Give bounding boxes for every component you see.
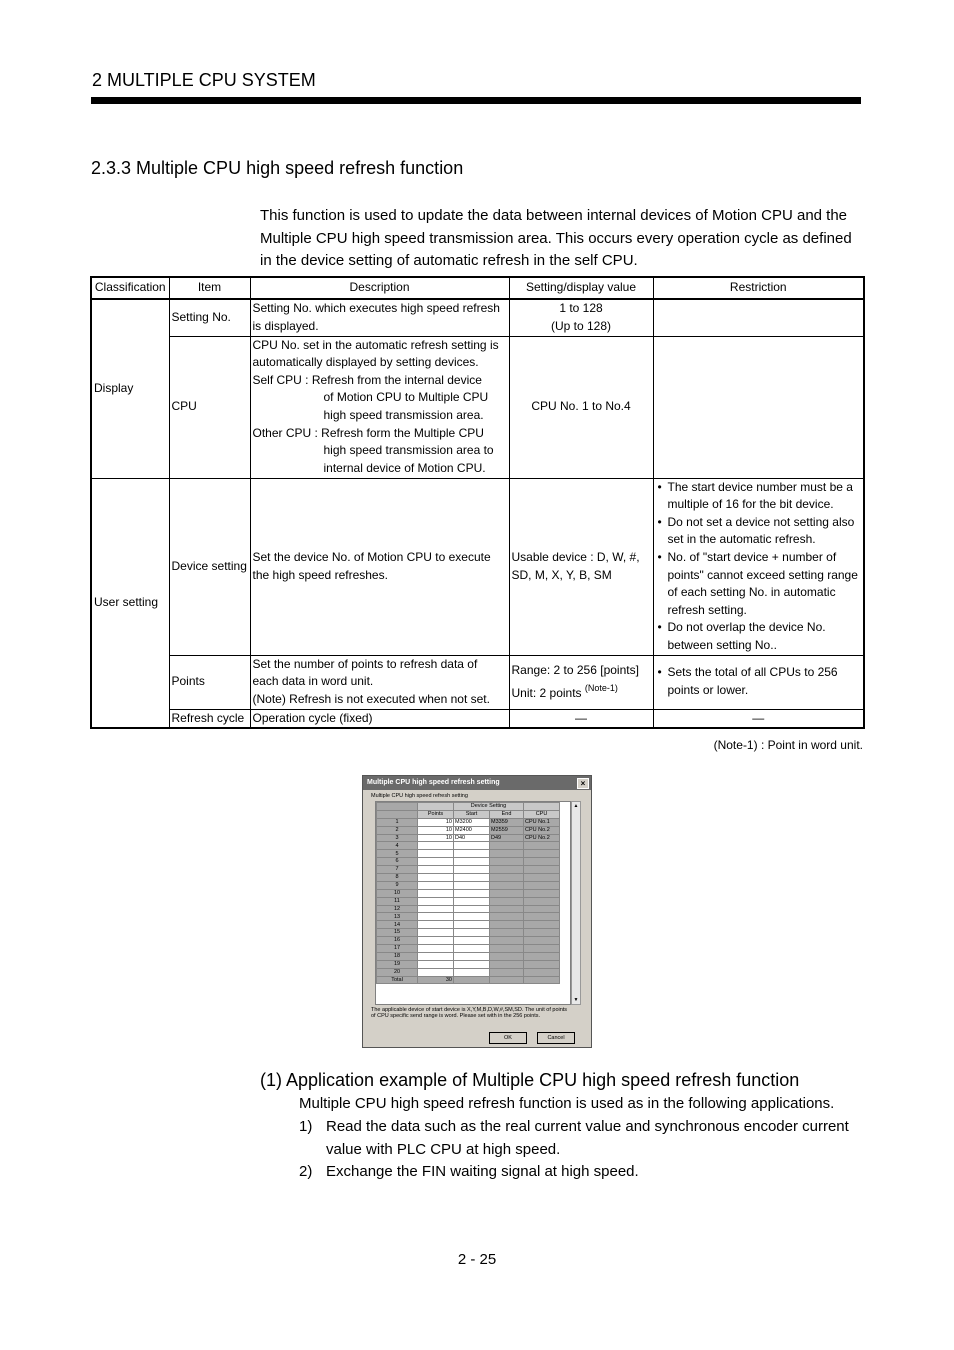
table-row[interactable] <box>377 937 560 945</box>
page-number: 2 - 25 <box>457 1251 497 1268</box>
close-icon[interactable]: × <box>577 778 589 789</box>
grid-row-number: 4 <box>377 842 418 850</box>
grid-cell-cpu[interactable] <box>524 874 560 882</box>
grid-total-value: 30 <box>418 976 454 984</box>
grid-cell-points[interactable] <box>418 858 454 866</box>
table-row[interactable] <box>377 874 560 882</box>
item-number: 1) <box>299 1118 313 1135</box>
desc-refresh-cycle: Operation cycle (fixed) <box>250 709 509 728</box>
desc-device-setting: Set the device No. of Motion CPU to execute the high speed refreshes. <box>250 478 509 655</box>
desc-cpu-line1: CPU No. set in the automatic refresh setting is automatically displayed by setting devices. <box>252 337 499 370</box>
grid-cell-start[interactable] <box>454 960 490 968</box>
list-item <box>299 1161 859 1184</box>
table-row[interactable] <box>377 881 560 889</box>
grid-row-number: 8 <box>377 874 418 882</box>
grid-row-number: 9 <box>377 881 418 889</box>
grid-cell-cpu[interactable]: CPU No.1 <box>524 818 560 826</box>
grid-cell-cpu[interactable] <box>524 905 560 913</box>
table-row[interactable] <box>377 818 560 826</box>
class-display: Display <box>91 299 169 478</box>
table-row <box>91 478 864 655</box>
grid-cell-points[interactable] <box>418 960 454 968</box>
grid-cell-end[interactable] <box>490 952 524 960</box>
table-row[interactable] <box>377 842 560 850</box>
grid-cell-start[interactable] <box>454 842 490 850</box>
th-setting-value: Setting/display value <box>509 277 653 299</box>
grid-row-number: 20 <box>377 968 418 976</box>
class-user-setting: User setting <box>91 478 169 728</box>
value-points <box>509 655 653 709</box>
grid-cell-end[interactable] <box>490 842 524 850</box>
grid-row-number: 19 <box>377 960 418 968</box>
grid-cell-end[interactable] <box>490 968 524 976</box>
grid-row-number: 1 <box>377 818 418 826</box>
footnote: (Note-1) : Point in word unit. <box>713 738 863 752</box>
grid-cell-cpu[interactable] <box>524 929 560 937</box>
grid-cell-end[interactable]: M2559 <box>490 826 524 834</box>
grid-row-number: 16 <box>377 937 418 945</box>
table-row[interactable] <box>377 913 560 921</box>
list-item: • Do not set a device not setting also set in the automatic refresh. <box>656 514 862 549</box>
grid-col-points: Points <box>418 810 454 818</box>
header-rule <box>91 97 861 104</box>
dialog-message: The applicable device of start device is X,Y,M,B,D,W,#,SM,SD. The unit of points of CPU specific send range is word. Please set with in the 256 points. <box>371 1007 568 1020</box>
table-row <box>91 709 864 728</box>
grid-cell-cpu[interactable] <box>524 850 560 858</box>
restriction-list <box>656 664 862 699</box>
value-refresh-cycle: — <box>509 709 653 728</box>
item-text: Exchange the FIN waiting signal at high speed. <box>326 1163 639 1180</box>
grid-row-number: 12 <box>377 905 418 913</box>
grid-cell-start[interactable] <box>454 897 490 905</box>
restriction-list <box>656 479 862 655</box>
th-description: Description <box>250 277 509 299</box>
grid-cell-cpu[interactable] <box>524 960 560 968</box>
grid-cell-start[interactable] <box>454 866 490 874</box>
grid-col-cpu: CPU <box>524 810 560 818</box>
grid-cell-cpu[interactable] <box>524 842 560 850</box>
list-item: • Do not overlap the device No. between setting No.. <box>656 619 862 654</box>
grid-row-number: 7 <box>377 866 418 874</box>
grid-row-number: 14 <box>377 921 418 929</box>
grid-cell-start[interactable] <box>454 921 490 929</box>
chapter-heading: 2 MULTIPLE CPU SYSTEM <box>92 70 316 90</box>
grid-row-number: 6 <box>377 858 418 866</box>
grid-row-number: 2 <box>377 826 418 834</box>
grid-row-number: 3 <box>377 834 418 842</box>
table-row[interactable] <box>377 834 560 842</box>
grid-col-device-setting: Device Setting <box>454 803 524 811</box>
grid-cell-end[interactable] <box>490 889 524 897</box>
table-row[interactable] <box>377 968 560 976</box>
grid-cell-cpu[interactable] <box>524 858 560 866</box>
grid-col-start: Start <box>454 810 490 818</box>
desc-points-line1: Set the number of points to refresh data of each data in word unit. <box>252 656 478 689</box>
grid-scrollbar[interactable] <box>571 801 581 1005</box>
value-cpu: CPU No. 1 to No.4 <box>509 336 653 478</box>
grid-row-number: 11 <box>377 897 418 905</box>
restr-refresh-cycle: — <box>653 709 864 728</box>
item-setting-no: Setting No. <box>169 299 250 336</box>
value-points-note-ref: (Note-1) <box>584 682 618 693</box>
desc-cpu <box>250 336 509 478</box>
grid-cell-cpu[interactable] <box>524 921 560 929</box>
grid-total-blank <box>454 976 490 984</box>
dialog-title: Multiple CPU high speed refresh setting <box>367 779 500 786</box>
table-row[interactable] <box>377 850 560 858</box>
table-row[interactable] <box>377 826 560 834</box>
refresh-grid-table <box>376 802 560 984</box>
table-header-row <box>91 277 864 299</box>
value-setting-no-max: (Up to 128) <box>550 318 612 333</box>
grid-cell-cpu[interactable]: CPU No.2 <box>524 826 560 834</box>
value-setting-no <box>509 299 653 336</box>
grid-cell-start[interactable] <box>454 881 490 889</box>
grid-cell-points[interactable] <box>418 913 454 921</box>
grid-cell-start[interactable] <box>454 850 490 858</box>
grid-cell-cpu[interactable] <box>524 881 560 889</box>
grid-cell-points[interactable] <box>418 842 454 850</box>
list-item: • The start device number must be a multiple of 16 for the bit device. <box>656 479 862 514</box>
grid-cell-end[interactable] <box>490 858 524 866</box>
grid-cell-end[interactable]: D49 <box>490 834 524 842</box>
item-cpu: CPU <box>169 336 250 478</box>
table-row[interactable] <box>377 897 560 905</box>
ok-button[interactable]: OK <box>489 1032 527 1044</box>
grid-cell-points[interactable] <box>418 897 454 905</box>
grid-cell-points[interactable] <box>418 937 454 945</box>
grid-cell-start[interactable] <box>454 858 490 866</box>
refresh-grid <box>375 801 571 1005</box>
grid-cell-cpu[interactable]: CPU No.2 <box>524 834 560 842</box>
grid-cell-cpu[interactable] <box>524 913 560 921</box>
grid-cell-start[interactable] <box>454 945 490 953</box>
grid-blank-header <box>524 803 560 811</box>
desc-cpu-other-cont: high speed transmission area to internal device of Motion CPU. <box>323 443 494 475</box>
grid-cell-cpu[interactable] <box>524 968 560 976</box>
grid-row-number: 13 <box>377 913 418 921</box>
grid-cell-points[interactable] <box>418 850 454 858</box>
intro-paragraph: This function is used to update the data between internal devices of Motion CPU and the Multiple CPU high speed transmission area. This occurs every operation cycle as defined in the device setting of automatic refresh in the self CPU. <box>260 207 852 269</box>
restr-cpu <box>653 336 864 478</box>
item-number: 2) <box>299 1163 313 1180</box>
grid-cell-start[interactable] <box>454 937 490 945</box>
grid-cell-cpu[interactable] <box>524 866 560 874</box>
grid-cell-points[interactable] <box>418 866 454 874</box>
restr-setting-no <box>653 299 864 336</box>
table-row[interactable] <box>377 960 560 968</box>
grid-cell-start[interactable] <box>454 905 490 913</box>
desc-cpu-self-cont: of Motion CPU to Multiple CPU high speed transmission area. <box>323 390 489 422</box>
grid-cell-start[interactable] <box>454 874 490 882</box>
grid-cell-end[interactable] <box>490 874 524 882</box>
grid-cell-points[interactable] <box>418 945 454 953</box>
desc-points-note: (Note) Refresh is not executed when not set. <box>252 691 490 706</box>
grid-cell-end[interactable] <box>490 937 524 945</box>
list-item: • No. of "start device + number of points" cannot exceed setting range of each setting No. in automatic refresh setting. <box>656 549 862 619</box>
grid-cell-start[interactable] <box>454 968 490 976</box>
desc-cpu-self: Self CPU : Refresh from the internal device <box>252 372 482 387</box>
table-row <box>91 655 864 709</box>
table-row[interactable] <box>377 905 560 913</box>
desc-setting-no: Setting No. which executes high speed refresh is displayed. <box>250 299 509 336</box>
grid-cell-points[interactable] <box>418 889 454 897</box>
grid-cell-end[interactable] <box>490 866 524 874</box>
grid-cell-cpu[interactable] <box>524 889 560 897</box>
desc-cpu-other: Other CPU : Refresh form the Multiple CPU <box>252 425 484 440</box>
desc-points <box>250 655 509 709</box>
grid-cell-start[interactable]: M3200 <box>454 818 490 826</box>
spec-table <box>90 276 865 729</box>
grid-cell-end[interactable] <box>490 913 524 921</box>
value-setting-no-range: 1 to 128 <box>559 301 603 316</box>
grid-cell-points[interactable] <box>418 921 454 929</box>
grid-row-number: 5 <box>377 850 418 858</box>
grid-cell-points[interactable]: 10 <box>418 818 454 826</box>
item-points: Points <box>169 655 250 709</box>
value-points-range: Range: 2 to 256 [points] <box>511 662 639 677</box>
grid-body <box>377 818 560 976</box>
table-row[interactable] <box>377 866 560 874</box>
table-row <box>91 336 864 478</box>
grid-cell-start[interactable] <box>454 913 490 921</box>
grid-cell-end[interactable] <box>490 897 524 905</box>
table-row[interactable] <box>377 952 560 960</box>
grid-cell-end[interactable] <box>490 905 524 913</box>
table-row[interactable] <box>377 929 560 937</box>
item-device-setting: Device setting <box>169 478 250 655</box>
grid-cell-points[interactable]: 10 <box>418 834 454 842</box>
grid-cell-points[interactable] <box>418 929 454 937</box>
grid-corner <box>377 803 418 811</box>
grid-cell-end[interactable] <box>490 929 524 937</box>
grid-cell-end[interactable] <box>490 881 524 889</box>
grid-row-number: 18 <box>377 952 418 960</box>
grid-row-number: 15 <box>377 929 418 937</box>
grid-cell-points[interactable]: 10 <box>418 826 454 834</box>
grid-cell-cpu[interactable] <box>524 937 560 945</box>
grid-cell-points[interactable] <box>418 968 454 976</box>
grid-cell-end[interactable] <box>490 945 524 953</box>
grid-col-end: End <box>490 810 524 818</box>
application-heading: (1) Application example of Multiple CPU high speed refresh function <box>260 1070 800 1090</box>
section-title: 2.3.3 Multiple CPU high speed refresh function <box>91 158 464 178</box>
grid-blank-header <box>418 803 454 811</box>
table-row[interactable] <box>377 858 560 866</box>
table-row <box>91 299 864 336</box>
grid-total-blank <box>524 976 560 984</box>
value-points-unit: Unit: 2 points <box>511 685 582 700</box>
grid-cell-cpu[interactable] <box>524 945 560 953</box>
grid-cell-start[interactable]: M2400 <box>454 826 490 834</box>
th-restriction: Restriction <box>653 277 864 299</box>
application-intro: Multiple CPU high speed refresh function is used as in the following applications. <box>299 1095 835 1112</box>
grid-corner <box>377 810 418 818</box>
item-text: Read the data such as the real current value and synchronous encoder current value with PLC CPU at high speed. <box>326 1118 849 1158</box>
list-item <box>299 1116 859 1161</box>
grid-row-number: 10 <box>377 889 418 897</box>
grid-cell-points[interactable] <box>418 952 454 960</box>
grid-cell-end[interactable] <box>490 960 524 968</box>
grid-cell-end[interactable]: M3359 <box>490 818 524 826</box>
cancel-button[interactable]: Cancel <box>537 1032 575 1044</box>
grid-cell-start[interactable] <box>454 889 490 897</box>
th-classification: Classification <box>91 277 169 299</box>
grid-cell-start[interactable] <box>454 929 490 937</box>
dialog-titlebar[interactable] <box>363 776 591 790</box>
grid-cell-cpu[interactable] <box>524 952 560 960</box>
list-item: • Sets the total of all CPUs to 256 points or lower. <box>656 664 862 699</box>
scroll-up-arrow-icon[interactable]: ▲ <box>573 803 579 809</box>
table-row[interactable] <box>377 945 560 953</box>
item-refresh-cycle: Refresh cycle <box>169 709 250 728</box>
grid-total-blank <box>490 976 524 984</box>
grid-total-label: Total <box>377 976 418 984</box>
grid-cell-points[interactable] <box>418 874 454 882</box>
refresh-setting-dialog <box>362 775 592 1048</box>
grid-row-number: 17 <box>377 945 418 953</box>
table-row[interactable] <box>377 921 560 929</box>
value-device-setting: Usable device : D, W, #, SD, M, X, Y, B, SM <box>509 478 653 655</box>
restr-points <box>653 655 864 709</box>
restr-device-setting <box>653 478 864 655</box>
grid-cell-cpu[interactable] <box>524 897 560 905</box>
table-row[interactable] <box>377 889 560 897</box>
grid-cell-points[interactable] <box>418 905 454 913</box>
scroll-down-arrow-icon[interactable]: ▼ <box>573 997 579 1003</box>
th-item: Item <box>169 277 250 299</box>
dialog-group-label: Multiple CPU high speed refresh setting <box>371 793 468 799</box>
grid-cell-end[interactable] <box>490 921 524 929</box>
grid-cell-end[interactable] <box>490 850 524 858</box>
grid-cell-start[interactable] <box>454 952 490 960</box>
grid-cell-start[interactable]: D40 <box>454 834 490 842</box>
grid-cell-points[interactable] <box>418 881 454 889</box>
